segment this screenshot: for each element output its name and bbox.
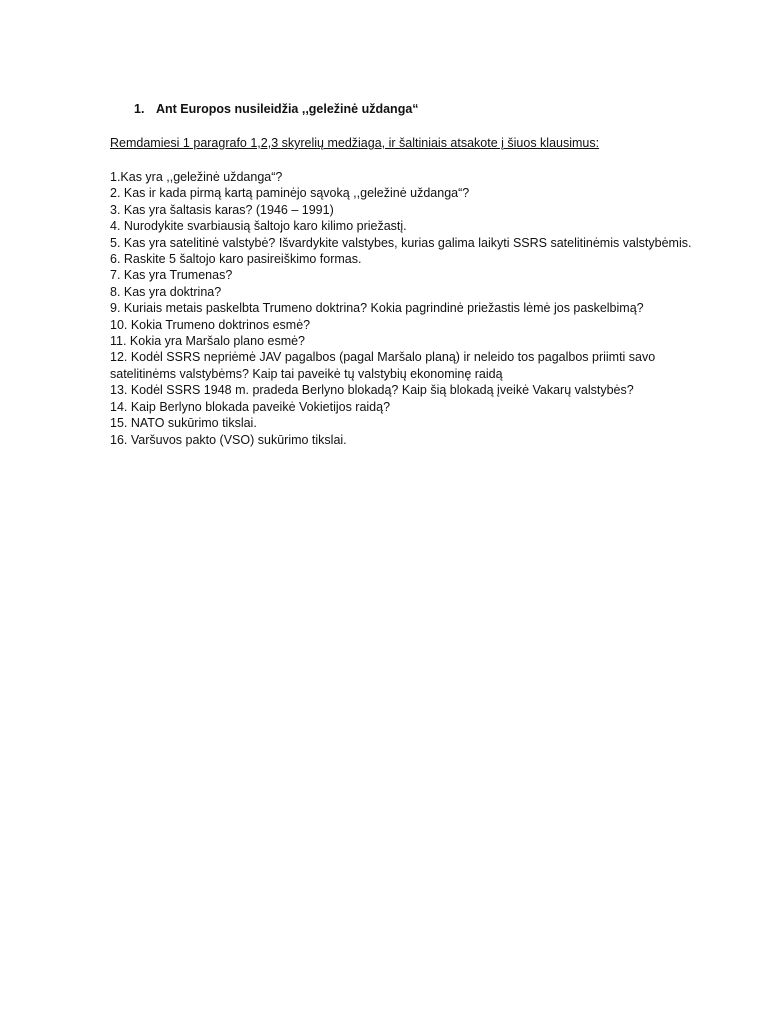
heading-title: Ant Europos nusileidžia ,,geležinė uždanga“ [156, 102, 419, 116]
list-item: 5. Kas yra satelitinė valstybė? Išvardykite valstybes, kurias galima laikyti SSRS satelitinėmis valstybėmis. [110, 235, 692, 250]
list-item: 16. Varšuvos pakto (VSO) sukūrimo tikslai. [110, 432, 347, 447]
list-item: 15. NATO sukūrimo tikslai. [110, 416, 257, 431]
list-item: 6. Raskite 5 šaltojo karo pasireiškimo formas. [110, 252, 362, 267]
section-heading [134, 102, 419, 116]
list-item: 2. Kas ir kada pirmą kartą paminėjo sąvoką ,,geležinė uždanga“? [110, 186, 470, 201]
list-item: 9. Kuriais metais paskelbta Trumeno doktrina? Kokia pagrindinė priežastis lėmė jos paskelbimą? [110, 301, 644, 316]
list-item: 12. Kodėl SSRS nepriėmė JAV pagalbos (pagal Maršalo planą) ir neleido tos pagalbos priimti savo [110, 350, 656, 365]
list-item: 1.Kas yra ,,geležinė uždanga“? [110, 170, 283, 184]
list-item: 14. Kaip Berlyno blokada paveikė Vokietijos raidą? [110, 399, 391, 414]
question-list [110, 169, 710, 448]
list-item: 13. Kodėl SSRS 1948 m. pradeda Berlyno blokadą? Kaip šią blokadą įveikė Vakarų valstybės? [110, 383, 634, 398]
list-item: 8. Kas yra doktrina? [110, 284, 222, 299]
list-item: 4. Nurodykite svarbiausią šaltojo karo kilimo priežastį. [110, 219, 407, 234]
list-item: 10. Kokia Trumeno doktrinos esmė? [110, 317, 311, 332]
list-item: 11. Kokia yra Maršalo plano esmė? [110, 334, 306, 349]
list-item: 3. Kas yra šaltasis karas? (1946 – 1991) [110, 202, 334, 217]
instruction-text: Remdamiesi 1 paragrafo 1,2,3 skyrelių medžiaga, ir šaltiniais atsakote į šiuos klausimus: [110, 136, 600, 150]
heading-number: 1. [134, 102, 145, 116]
list-item: satelitinėms valstybėms? Kaip tai paveikė tų valstybių ekonominę raidą [110, 366, 503, 381]
list-item: 7. Kas yra Trumenas? [110, 268, 233, 283]
